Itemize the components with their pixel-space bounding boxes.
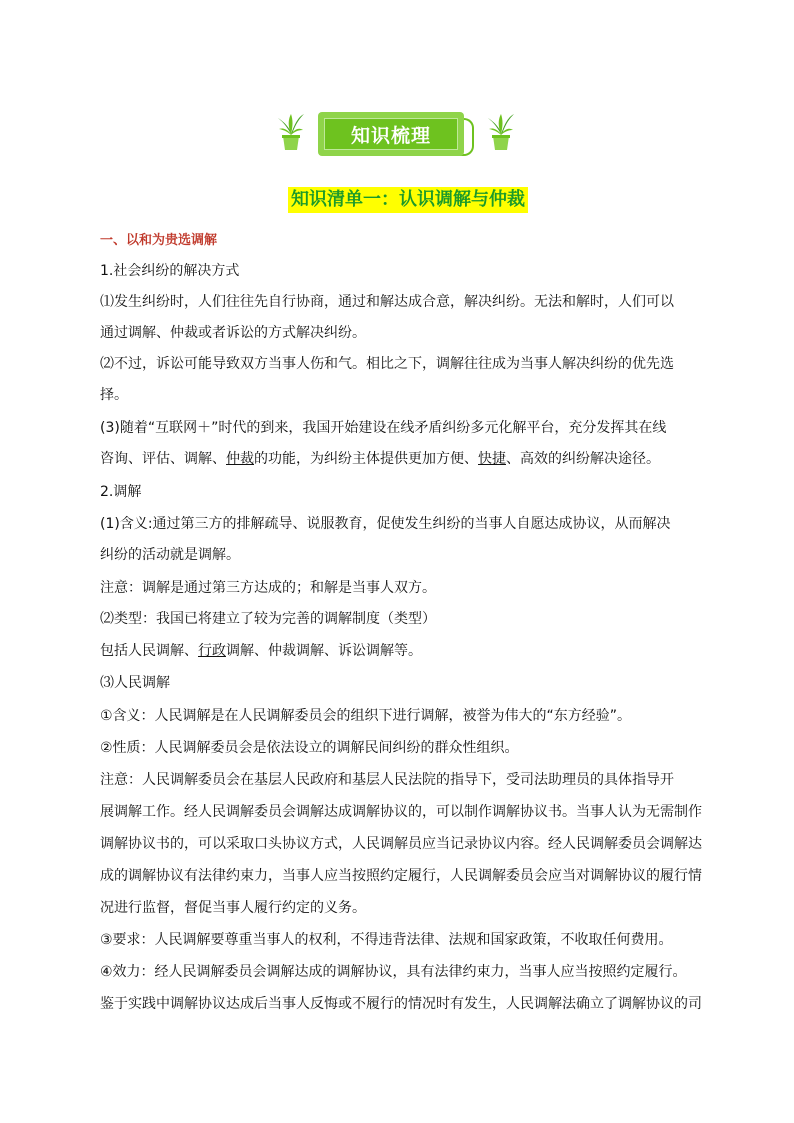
paragraph-line: 2.调解 [100,484,142,500]
paragraph-line [100,444,720,475]
paragraph-line: ①含义：人民调解是在人民调解委员会的组织下进行调解，被誉为伟大的“东方经验”。 [100,708,632,724]
paragraph-line: ⑴发生纠纷时，人们往往先自行协商，通过和解达成合意，解决纠纷。无法和解时，人们可以 [100,294,674,310]
section-title: 知识清单一：认识调解与仲裁 [288,187,528,213]
text-segment: 包括人民调解、 [100,643,198,659]
potted-plant-icon [276,112,306,152]
paragraph-line: 通过调解、仲裁或者诉讼的方式解决纠纷。 [100,325,366,341]
text-segment: 调解、仲裁调解、诉讼调解等。 [226,643,422,659]
heading-1: 一、以和为贵选调解 [100,233,218,248]
paragraph-line: 成的调解协议有法律约束力，当事人应当按照约定履行，人民调解委员会应当对调解协议的履行情 [100,868,702,884]
paragraph-line: 展调解工作。经人民调解委员会调解达成调解协议的，可以制作调解协议书。当事人认为无需制作 [100,804,702,820]
underlined-term: 仲裁 [226,451,254,467]
potted-plant-icon [486,112,516,152]
text-segment: 、高效的纠纷解决途径。 [506,451,660,467]
text-segment: 的功能，为纠纷主体提供更加方便、 [254,451,478,467]
paragraph-line: 鉴于实践中调解协议达成后当事人反悔或不履行的情况时有发生，人民调解法确立了调解协议的司 [100,996,702,1012]
text-segment: 咨询、评估、调解、 [100,451,226,467]
paragraph-line: 注意：人民调解委员会在基层人民政府和基层人民法院的指导下，受司法助理员的具体指导开 [100,772,674,788]
paragraph-line: ⑵类型：我国已将建立了较为完善的调解制度（类型） [100,611,436,627]
underlined-term: 快捷 [478,451,506,467]
paragraph-line: ④效力：经人民调解委员会调解达成的调解协议，具有法律约束力，当事人应当按照约定履行。 [100,964,687,980]
paragraph-line: ⑵不过，诉讼可能导致双方当事人伤和气。相比之下，调解往往成为当事人解决纠纷的优先选 [100,356,674,372]
paragraph-line: (1)含义:通过第三方的排解疏导、说服教育，促使发生纠纷的当事人自愿达成协议，从而解决 [100,516,671,532]
paragraph-line: 1.社会纠纷的解决方式 [100,263,240,279]
banner-label: 知识梳理 [350,124,431,147]
paragraph-line: ②性质：人民调解委员会是依法设立的调解民间纠纷的群众性组织。 [100,740,519,756]
paragraph-line [100,636,720,667]
paragraph-line: 纠纷的活动就是调解。 [100,547,240,563]
paragraph-line: 注意：调解是通过第三方达成的；和解是当事人双方。 [100,580,436,596]
knowledge-banner [276,108,516,160]
banner-badge [318,112,464,156]
paragraph-line: ③要求：人民调解要尊重当事人的权利，不得违背法律、法规和国家政策，不收取任何费用。 [100,932,673,948]
paragraph-line: 调解协议书的，可以采取口头协议方式，人民调解员应当记录协议内容。经人民调解委员会调解达 [100,836,702,852]
paragraph-line: ⑶人民调解 [100,675,170,691]
underlined-term: 行政 [198,643,226,659]
paragraph-line: (3)随着“互联网＋”时代的到来，我国开始建设在线矛盾纠纷多元化解平台，充分发挥其在线 [100,420,667,436]
paragraph-line: 择。 [100,387,128,403]
paragraph-line: 况进行监督，督促当事人履行约定的义务。 [100,900,366,916]
